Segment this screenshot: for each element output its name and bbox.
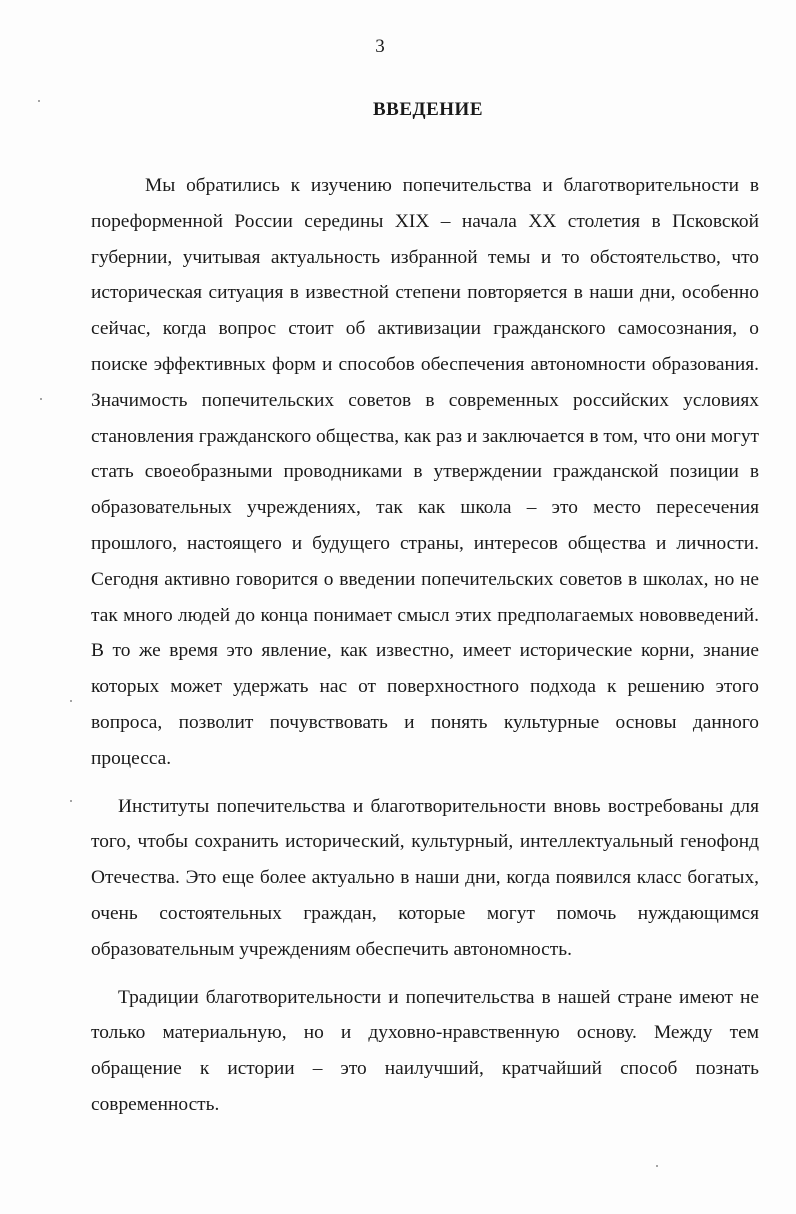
paragraph-1: Мы обратились к изучению попечительства и благотворительности в пореформенной России середины XIX – начала XX столетия в Псковской губернии, учитывая актуальность избранной темы и то обстоятельство, что историческая ситуация в известной степени повторяется в наши дни, особенно сейчас, когда вопрос стоит об активизации гражданского самосознания, о поиске эффективных форм и способов обеспечения автономности образования. Значимость попечительских советов в современных российских условиях становления гражданского общества, как раз и заключается в том, что они могут стать своеобразными проводниками в утверждении гражданской позиции в образовательных учреждениях, так как школа – это место пересечения прошлого, настоящего и будущего страны, интересов общества и личности. Сегодня активно говорится о введении попечительских советов в школах, но не так много людей до конца понимает смысл этих предполагаемых нововведений. В то же время это явление, как известно, имеет исторические корни, знание которых может удержать нас от поверхностного подхода к решению этого вопроса, позволит почувствовать и понять культурные основы данного процесса. (91, 175, 759, 769)
paragraph-3: Традиции благотворительности и попечительства в нашей стране имеют не только материальную, но и духовно-нравственную основу. Между тем обращение к истории – это наилучший, кратчайший способ познать современность. (91, 986, 759, 1115)
page-number: 3 (375, 36, 385, 57)
body-text (91, 168, 759, 1123)
scan-speck (656, 1165, 658, 1167)
scan-speck (38, 100, 40, 102)
scan-speck (40, 398, 42, 400)
page-title: ВВЕДЕНИЕ (373, 99, 483, 120)
scan-speck (70, 700, 72, 702)
paragraph-2: Институты попечительства и благотворительности вновь востребованы для того, чтобы сохранить исторический, культурный, интеллектуальный генофонд Отечества. Это еще более актуально в наши дни, когда появился класс богатых, очень состоятельных граждан, которые могут помочь нуждающимся образовательным учреждениям обеспечить автономность. (91, 795, 759, 960)
scan-speck (70, 800, 72, 802)
